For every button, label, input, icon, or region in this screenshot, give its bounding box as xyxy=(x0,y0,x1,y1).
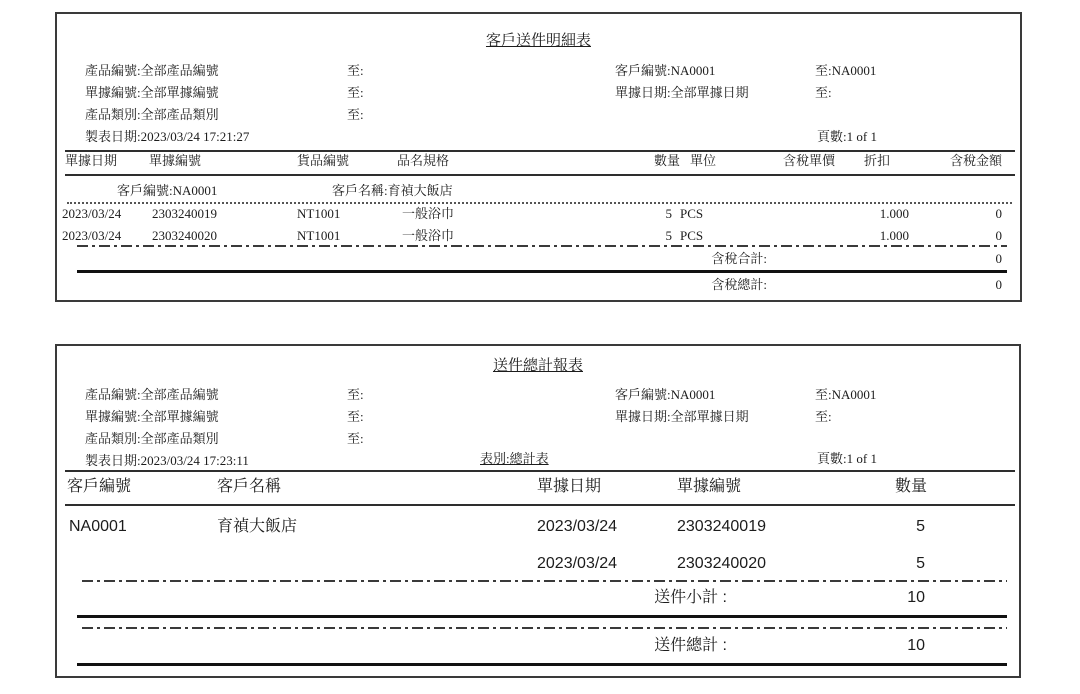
cell-unit: PCS xyxy=(680,206,704,221)
dashdot-separator xyxy=(82,580,1007,582)
dotted-separator xyxy=(67,202,1012,204)
total-value: 0 xyxy=(995,277,1002,292)
filter-doc-no: 單據編號:全部單據編號 xyxy=(85,85,219,100)
total-value: 10 xyxy=(907,637,925,654)
cell-discount: 1.000 xyxy=(879,206,909,221)
separator-line xyxy=(65,174,1015,176)
cell-discount: 1.000 xyxy=(879,228,909,243)
cell-date: 2023/03/24 xyxy=(537,555,618,572)
filter-customer-code: 客戶編號:NA0001 xyxy=(615,63,716,78)
separator-line xyxy=(65,504,1015,506)
subtotal-value: 10 xyxy=(907,589,925,606)
dashdot-separator xyxy=(77,245,1007,247)
cell-item-name: 一般浴巾 xyxy=(402,206,455,221)
filter-product-category-to: 至: xyxy=(347,107,364,122)
col-header-qty: 數量 xyxy=(894,478,927,495)
cell-customer-code: NA0001 xyxy=(69,518,127,535)
group-customer-code: 客戶編號:NA0001 xyxy=(117,183,218,198)
page-count: 頁數:1 of 1 xyxy=(817,451,877,466)
cell-item-no: NT1001 xyxy=(297,228,341,243)
filter-product-code: 產品編號:全部產品編號 xyxy=(85,63,219,78)
group-customer-name: 客戶名稱:育禎大飯店 xyxy=(332,183,453,198)
col-header-doc-no: 單據編號 xyxy=(677,478,742,495)
col-header-date: 單據日期 xyxy=(65,153,118,168)
col-header-price: 含稅單價 xyxy=(782,153,835,168)
cell-amount: 0 xyxy=(995,228,1002,243)
filter-product-code: 產品編號:全部產品編號 xyxy=(85,387,219,402)
col-header-discount: 折扣 xyxy=(863,153,890,168)
total-separator xyxy=(77,270,1007,273)
report-date: 製表日期:2023/03/24 17:23:11 xyxy=(85,453,249,468)
filter-doc-date-to: 至: xyxy=(815,85,832,100)
total-separator xyxy=(77,663,1007,666)
report-title: 客戶送件明細表 xyxy=(485,33,591,49)
cell-unit: PCS xyxy=(680,228,704,243)
filter-product-code-to: 至: xyxy=(347,63,364,78)
report-date: 製表日期:2023/03/24 17:21:27 xyxy=(85,129,250,144)
col-header-qty: 數量 xyxy=(653,153,680,168)
cell-qty: 5 xyxy=(916,555,925,572)
col-header-item-name: 品名規格 xyxy=(397,153,450,168)
page-count: 頁數:1 of 1 xyxy=(817,129,877,144)
col-header-amount: 含稅金額 xyxy=(949,153,1002,168)
separator-line xyxy=(65,150,1015,152)
filter-doc-no-to: 至: xyxy=(347,85,364,100)
cell-date: 2023/03/24 xyxy=(62,206,122,221)
cell-date: 2023/03/24 xyxy=(62,228,122,243)
col-header-doc-no: 單據編號 xyxy=(149,153,202,168)
col-header-date: 單據日期 xyxy=(537,478,602,495)
filter-doc-date: 單據日期:全部單據日期 xyxy=(615,85,749,100)
col-header-customer-name: 客戶名稱 xyxy=(217,478,282,495)
cell-amount: 0 xyxy=(995,206,1002,221)
col-header-unit: 單位 xyxy=(690,153,717,168)
filter-product-category: 產品類別:全部產品類別 xyxy=(85,107,219,122)
col-header-customer-code: 客戶編號 xyxy=(67,478,132,495)
customer-delivery-detail-report xyxy=(55,12,1022,302)
filter-doc-date: 單據日期:全部單據日期 xyxy=(615,409,749,424)
filter-customer-code-to: 至:NA0001 xyxy=(815,63,877,78)
cell-item-name: 一般浴巾 xyxy=(402,228,455,243)
total-label: 送件總計 : xyxy=(654,637,727,654)
cell-qty: 5 xyxy=(916,518,925,535)
subtotal-value: 0 xyxy=(995,251,1002,266)
dashdot-separator xyxy=(82,627,1007,629)
filter-product-category: 產品類別:全部產品類別 xyxy=(85,431,219,446)
cell-qty: 5 xyxy=(665,206,672,221)
filter-doc-no: 單據編號:全部單據編號 xyxy=(85,409,219,424)
table-type-label: 表別:總計表 xyxy=(480,451,549,466)
delivery-total-report xyxy=(55,344,1021,678)
subtotal-label: 送件小計 : xyxy=(654,589,727,606)
cell-item-no: NT1001 xyxy=(297,206,341,221)
cell-doc-no: 2303240019 xyxy=(152,206,217,221)
cell-qty: 5 xyxy=(665,228,672,243)
filter-doc-date-to: 至: xyxy=(815,409,832,424)
cell-doc-no: 2303240020 xyxy=(677,555,766,572)
cell-doc-no: 2303240019 xyxy=(677,518,766,535)
filter-customer-code: 客戶編號:NA0001 xyxy=(615,387,716,402)
filter-product-category-to: 至: xyxy=(347,431,364,446)
separator-line xyxy=(65,470,1015,472)
cell-date: 2023/03/24 xyxy=(537,518,618,535)
cell-customer-name: 育禎大飯店 xyxy=(217,518,298,535)
filter-customer-code-to: 至:NA0001 xyxy=(815,387,877,402)
filter-product-code-to: 至: xyxy=(347,387,364,402)
filter-doc-no-to: 至: xyxy=(347,409,364,424)
subtotal-label: 含稅合計: xyxy=(711,251,767,266)
total-label: 含稅總計: xyxy=(711,277,767,292)
report-title: 送件總計報表 xyxy=(492,358,583,374)
cell-doc-no: 2303240020 xyxy=(152,228,217,243)
total-separator xyxy=(77,615,1007,618)
col-header-item-no: 貨品編號 xyxy=(297,153,350,168)
